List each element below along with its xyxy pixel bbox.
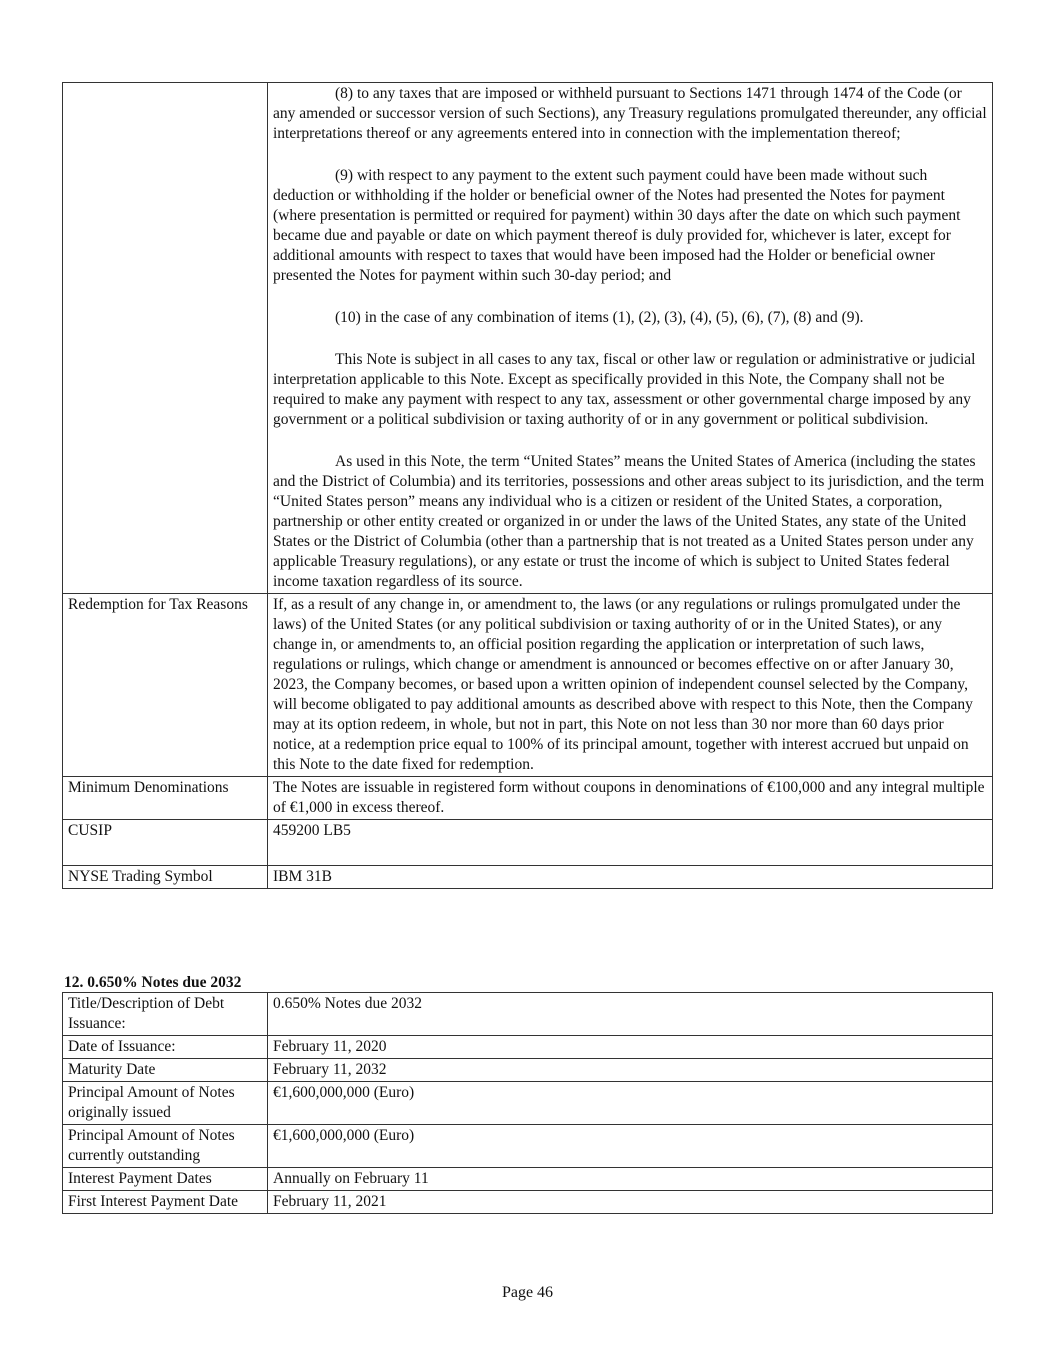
table-row bbox=[63, 866, 993, 889]
row-label: CUSIP bbox=[63, 820, 268, 866]
table-row bbox=[63, 993, 993, 1036]
table-row bbox=[63, 1191, 993, 1214]
row-value: February 11, 2020 bbox=[268, 1036, 993, 1059]
row-value: Annually on February 11 bbox=[268, 1168, 993, 1191]
row-label: Principal Amount of Notes currently outstanding bbox=[63, 1125, 268, 1168]
table-row bbox=[63, 1168, 993, 1191]
row-value: €1,600,000,000 (Euro) bbox=[268, 1125, 993, 1168]
row-label: NYSE Trading Symbol bbox=[63, 866, 268, 889]
table-row bbox=[63, 1059, 993, 1082]
empty-label-cell bbox=[63, 83, 268, 594]
table-row bbox=[63, 1082, 993, 1125]
notes-2032-table bbox=[62, 992, 993, 1214]
row-value: IBM 31B bbox=[268, 866, 993, 889]
row-label: Interest Payment Dates bbox=[63, 1168, 268, 1191]
paragraph-united-states-definition: As used in this Note, the term “United States” means the United States of America (including the states and the District of Columbia) and its territories, possessions and other areas subject to its jurisdiction, and the term “United States person” means any individual who is a citizen or resident of the United States, a corporation, partnership or other entity created or organized in or under the laws of the United States, any state of the United States or the District of Columbia (other than a partnership that is not treated as a United States person under any applicable Treasury regulations), or any estate or trust the income of which is subject to United States federal income taxation regardless of its source. bbox=[273, 453, 985, 590]
row-label: Principal Amount of Notes originally issued bbox=[63, 1082, 268, 1125]
paragraph-item-9: (9) with respect to any payment to the extent such payment could have been made without such deduction or withholding if the holder or beneficial owner of the Notes had presented the Notes for payment (where presentation is permitted or required for payment) within 30 days after the date on which such payment became due and payable or date on which payment thereof is duly provided for, whichever is later, except for additional amounts with respect to taxes that would have been imposed had the Holder or beneficial owner presented the Notes for payment within such 30-day period; and bbox=[273, 167, 961, 284]
row-value: February 11, 2032 bbox=[268, 1059, 993, 1082]
table-row bbox=[63, 594, 993, 777]
row-value: 0.650% Notes due 2032 bbox=[268, 993, 993, 1036]
paragraph-tax-law: This Note is subject in all cases to any tax, fiscal or other law or regulation or administrative or judicial interpretation applicable to this Note. Except as specifically provided in this Note, the Company shall not be required to make any payment with respect to any tax, assessment or other governmental charge imposed by any government or a political subdivision or taxing authority of or in any government or political subdivision. bbox=[273, 351, 976, 428]
paragraph-item-10: (10) in the case of any combination of items (1), (2), (3), (4), (5), (6), (7), (8) and (9). bbox=[335, 309, 864, 326]
row-label: Date of Issuance: bbox=[63, 1036, 268, 1059]
row-label: Title/Description of Debt Issuance: bbox=[63, 993, 268, 1036]
row-label: Redemption for Tax Reasons bbox=[63, 594, 268, 777]
row-value: €1,600,000,000 (Euro) bbox=[268, 1082, 993, 1125]
row-value: If, as a result of any change in, or amendment to, the laws (or any regulations or rulings promulgated under the laws) of the United States (or any political subdivision or taxing authority of or in the United States), or any change in, or amendments to, an official position regarding the application or interpretation of such laws, regulations or rulings, which change or amendment is announced or becomes effective on or after January 30, 2023, the Company becomes, or based upon a written opinion of independent counsel selected by the Company, will become obligated to pay additional amounts as described above with respect to this Note, then the Company may at its option redeem, in whole, but not in part, this Note on not less than 30 nor more than 60 days prior notice, at a redemption price equal to 100% of its principal amount, together with interest accrued but unpaid on this Note to the date fixed for redemption. bbox=[268, 594, 993, 777]
table-row bbox=[63, 83, 993, 594]
tax-provisions-table bbox=[62, 82, 993, 889]
row-label: First Interest Payment Date bbox=[63, 1191, 268, 1214]
withholding-exceptions-cell bbox=[268, 83, 993, 594]
table-row bbox=[63, 1036, 993, 1059]
row-label: Maturity Date bbox=[63, 1059, 268, 1082]
row-value: February 11, 2021 bbox=[268, 1191, 993, 1214]
section-heading: 12. 0.650% Notes due 2032 bbox=[64, 974, 242, 991]
table-row bbox=[63, 777, 993, 820]
page-number: Page 46 bbox=[501, 1284, 554, 1301]
paragraph-item-8: (8) to any taxes that are imposed or withheld pursuant to Sections 1471 through 1474 of the Code (or any amended or successor version of such Sections), any Treasury regulations promulgated thereunder, any official interpretations thereof or any agreements entered into in connection with the implementation thereof; bbox=[273, 85, 987, 142]
table-row bbox=[63, 1125, 993, 1168]
row-label: Minimum Denominations bbox=[63, 777, 268, 820]
row-value: 459200 LB5 bbox=[268, 820, 993, 866]
row-value: The Notes are issuable in registered form without coupons in denominations of €100,000 and any integral multiple of €1,000 in excess thereof. bbox=[268, 777, 993, 820]
table-row bbox=[63, 820, 993, 866]
